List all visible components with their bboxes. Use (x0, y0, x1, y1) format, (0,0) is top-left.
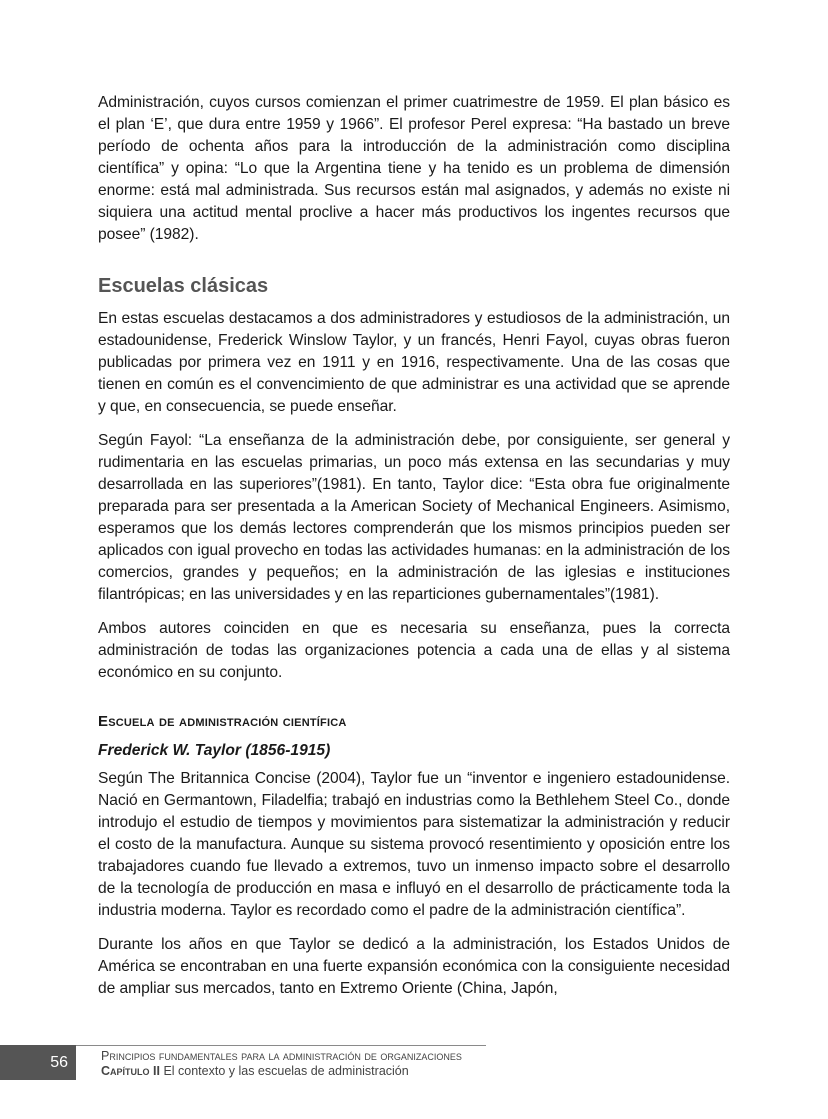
page-number: 56 (0, 1045, 76, 1080)
classic-schools-paragraph-3: Ambos autores coinciden en que es necesaria su enseñanza, pues la correcta administración de todas las organizaciones potencia a cada una de ellas y al sistema económico en su conjunto. (98, 620, 730, 681)
footer-chapter-title: El contexto y las escuelas de administración (163, 1064, 409, 1078)
person-heading-taylor: Frederick W. Taylor (1856-1915) (98, 742, 331, 759)
classic-schools-paragraph-1: En estas escuelas destacamos a dos administradores y estudiosos de la administración, un estadounidense, Frederick Winslow Taylor, y un francés, Henri Fayol, cuyas obras fueron publicadas por primera vez en 1911 y en 1916, respectivamente. Una de las cosas que tienen en común es el convencimiento de que administrar es una actividad que se aprende y que, en consecuencia, se puede enseñar. (98, 310, 730, 415)
page-footer (0, 1045, 828, 1085)
footer-book-title: Principios fundamentales para la administración de organizaciones (101, 1049, 462, 1063)
footer-chapter-label: Capítulo II (101, 1064, 160, 1078)
subsection-title-escuela-administracion-cientifica: Escuela de administración científica (98, 713, 347, 730)
footer-chapter (101, 1064, 409, 1079)
footer-divider (76, 1045, 486, 1046)
page-content (98, 92, 730, 1000)
taylor-paragraph-1: Según The Britannica Concise (2004), Taylor fue un “inventor e ingeniero estadounidense. Nació en Germantown, Filadelfia; trabajó en industrias como la Bethlehem Steel Co., donde introdujo el estudio de tiempos y movimientos para sistematizar la administración y reducir el costo de la manufactura. Aunque su sistema provocó resentimiento y oposición entre los trabajadores cuando fue llevado a extremos, tuvo un inmenso impacto sobre el desarrollo de la tecnología de producción en masa e influyó en el desarrollo de prácticamente toda la industria moderna. Taylor es recordado como el padre de la administración científica”. (98, 770, 730, 919)
section-title-escuelas-clasicas: Escuelas clásicas (98, 275, 269, 297)
taylor-paragraph-2: Durante los años en que Taylor se dedicó a la administración, los Estados Unidos de América se encontraban en una fuerte expansión económica con la consiguiente necesidad de ampliar sus mercados, tanto en Extremo Oriente (China, Japón, (98, 936, 730, 997)
intro-paragraph: Administración, cuyos cursos comienzan el primer cuatrimestre de 1959. El plan básico es el plan ‘E’, que dura entre 1959 y 1966”. El profesor Perel expresa: “Ha bastado un breve período de ochenta años para la introducción de la administración como disciplina científica” y opina: “Lo que la Argentina tiene y ha tenido es un problema de dimensión enorme: está mal administrada. Sus recursos están mal asignados, y además no existe ni siquiera una actitud mental proclive a hacer más productivos los ingentes recursos que posee” (1982). (98, 94, 730, 243)
classic-schools-paragraph-2: Según Fayol: “La enseñanza de la administración debe, por consiguiente, ser general y rudimentaria en las escuelas primarias, un poco más extensa en las secundarias y muy desarrollada en las superiores”(1981). En tanto, Taylor dice: “Esta obra fue originalmente preparada para ser presentada a la American Society of Mechanical Engineers. Asimismo, esperamos que los demás lectores comprenderán que los mismos principios pueden ser aplicados con igual provecho en todas las actividades humanas: en la administración de los comercios, grandes y pequeños; en la administración de las iglesias e instituciones filantrópicas; en las universidades y en las reparticiones gubernamentales”(1981). (98, 432, 730, 603)
